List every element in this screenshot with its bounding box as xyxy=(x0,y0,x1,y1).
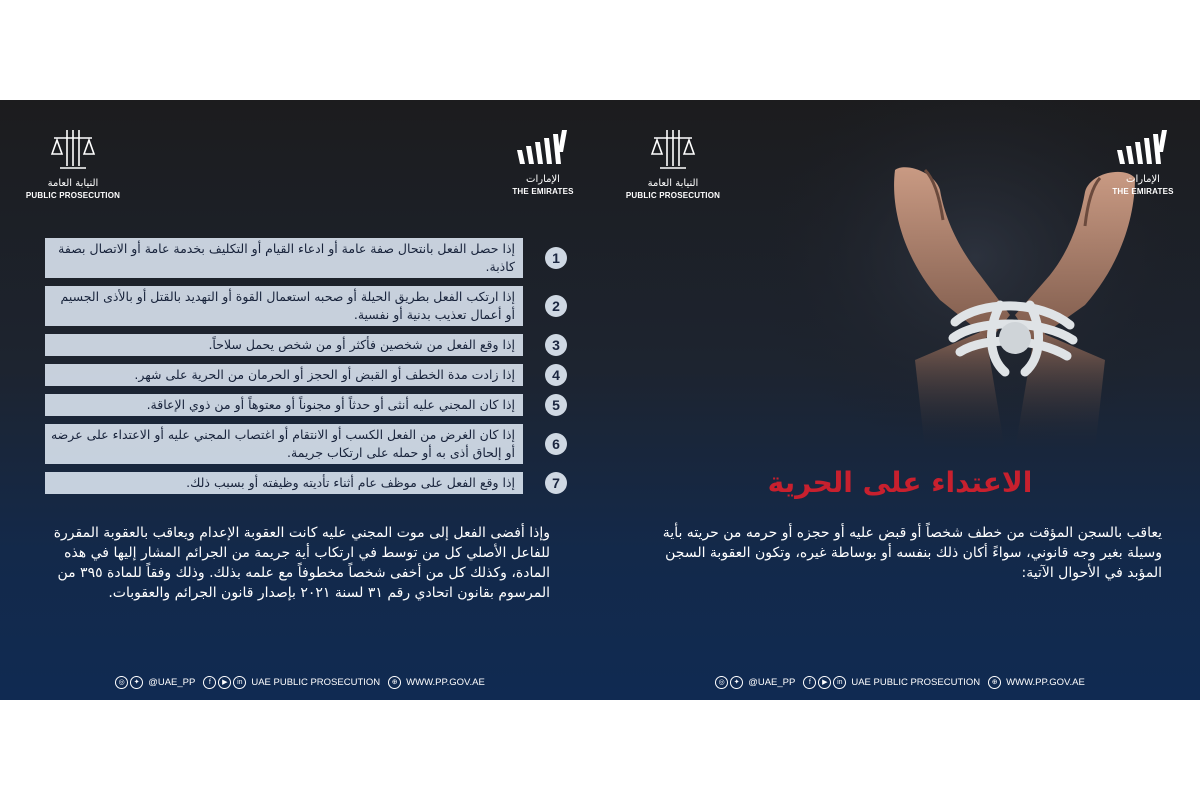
condition-number: 1 xyxy=(545,247,567,269)
condition-number: 6 xyxy=(545,433,567,455)
linkedin-icon[interactable]: in xyxy=(233,676,246,689)
emirates-logo xyxy=(498,128,588,197)
condition-text: إذا كان الغرض من الفعل الكسب أو الانتقام أو اغتصاب المجني عليه أو الاعتداء على عرضه أو إلحاق أذى به أو حمله على ارتكاب جريمة. xyxy=(45,424,523,464)
footer-website-group xyxy=(988,676,1085,689)
twitter-icon[interactable]: ✦ xyxy=(130,676,143,689)
condition-number: 7 xyxy=(545,472,567,494)
conditions-list xyxy=(45,238,575,502)
page-title: الاعتداء على الحرية xyxy=(767,466,1033,499)
condition-text: إذا ارتكب الفعل بطريق الحيلة أو صحبه استعمال القوة أو التهديد بالقتل أو بالأذى الجسيم أو أعمال تعذيب بدنية أو نفسية. xyxy=(45,286,523,326)
emirates-logo-english: THE EMIRATES xyxy=(512,187,574,196)
prosecution-logo-arabic: النيابة العامة xyxy=(47,178,99,189)
emirates-logo-english: THE EMIRATES xyxy=(1112,187,1174,196)
emirates-brand-icon xyxy=(1113,128,1173,168)
globe-icon: ⊕ xyxy=(388,676,401,689)
left-panel xyxy=(0,100,600,700)
condition-number: 4 xyxy=(545,364,567,386)
prosecution-logo-english: PUBLIC PROSECUTION xyxy=(625,191,721,200)
footer-website[interactable]: WWW.PP.GOV.AE xyxy=(1006,676,1085,688)
condition-item xyxy=(45,334,575,356)
condition-item xyxy=(45,424,575,464)
public-prosecution-logo xyxy=(18,128,128,201)
footer-name-group xyxy=(803,676,980,689)
condition-number: 3 xyxy=(545,334,567,356)
facebook-icon[interactable]: f xyxy=(803,676,816,689)
intro-paragraph: يعاقب بالسجن المؤقت من خطف شخصاً أو قبض عليه أو حجزه أو حرمه من حريته بأية وسيلة بغير وجه قانوني، سواءً أكان ذلك بنفسه أو بوساطة غيره، وتكون العقوبة السجن المؤبد في الأحوال الآتية: xyxy=(662,525,1162,581)
instagram-icon[interactable]: ◎ xyxy=(115,676,128,689)
linkedin-icon[interactable]: in xyxy=(833,676,846,689)
youtube-icon[interactable]: ▶ xyxy=(818,676,831,689)
footer-handle-group xyxy=(715,676,795,689)
condition-item xyxy=(45,394,575,416)
condition-item xyxy=(45,472,575,494)
emirates-logo-arabic: الإمارات xyxy=(1126,174,1160,185)
condition-item xyxy=(45,286,575,326)
facebook-icon[interactable]: f xyxy=(203,676,216,689)
condition-text: إذا وقع الفعل على موظف عام أثناء تأديته وظيفته أو بسبب ذلك. xyxy=(45,472,523,494)
social-footer xyxy=(600,673,1200,691)
social-footer xyxy=(0,673,600,691)
condition-number: 5 xyxy=(545,394,567,416)
penalty-paragraph: وإذا أفضى الفعل إلى موت المجني عليه كانت العقوبة الإعدام ويعاقب بالعقوبة المقررة للفاعل الأصلي كل من توسط في ارتكاب أية جريمة من الجرائم المشار إليها في هذه المادة، وكذلك كل من أخفى شخصاً مخطوفاً مع علمه بذلك. وذلك وفقاً للمادة ٣٩٥ من المرسوم بقانون اتحادي رقم ٣١ لسنة ٢٠٢١ بإصدار قانون الجرائم والعقوبات. xyxy=(53,525,550,601)
emirates-brand-icon xyxy=(513,128,573,168)
footer-name: UAE PUBLIC PROSECUTION xyxy=(251,676,381,688)
twitter-icon[interactable]: ✦ xyxy=(730,676,743,689)
scales-of-justice-icon xyxy=(50,128,96,172)
footer-website[interactable]: WWW.PP.GOV.AE xyxy=(406,676,485,688)
prosecution-logo-english: PUBLIC PROSECUTION xyxy=(25,191,121,200)
prosecution-logo-arabic: النيابة العامة xyxy=(647,178,699,189)
footer-handle[interactable]: @UAE_PP xyxy=(748,676,796,688)
footer-name-group xyxy=(203,676,380,689)
globe-icon: ⊕ xyxy=(988,676,1001,689)
footer-handle-group xyxy=(115,676,195,689)
public-prosecution-logo xyxy=(618,128,728,201)
condition-number: 2 xyxy=(545,295,567,317)
emirates-logo-arabic: الإمارات xyxy=(526,174,560,185)
emirates-logo xyxy=(1098,128,1188,197)
footer-website-group xyxy=(388,676,485,689)
condition-text: إذا حصل الفعل بانتحال صفة عامة أو ادعاء القيام أو التكليف بخدمة عامة أو الاتصال بصفة كاذبة. xyxy=(45,238,523,278)
scales-of-justice-icon xyxy=(650,128,696,172)
youtube-icon[interactable]: ▶ xyxy=(218,676,231,689)
condition-text: إذا وقع الفعل من شخصين فأكثر أو من شخص يحمل سلاحاً. xyxy=(45,334,523,356)
condition-text: إذا كان المجني عليه أنثى أو حدثاً أو مجنوناً أو معتوهاً أو من ذوي الإعاقة. xyxy=(45,394,523,416)
condition-item xyxy=(45,364,575,386)
condition-text: إذا زادت مدة الخطف أو القبض أو الحجز أو الحرمان من الحرية على شهر. xyxy=(45,364,523,386)
condition-item xyxy=(45,238,575,278)
footer-handle[interactable]: @UAE_PP xyxy=(148,676,196,688)
instagram-icon[interactable]: ◎ xyxy=(715,676,728,689)
right-panel xyxy=(600,100,1200,700)
footer-name: UAE PUBLIC PROSECUTION xyxy=(851,676,981,688)
